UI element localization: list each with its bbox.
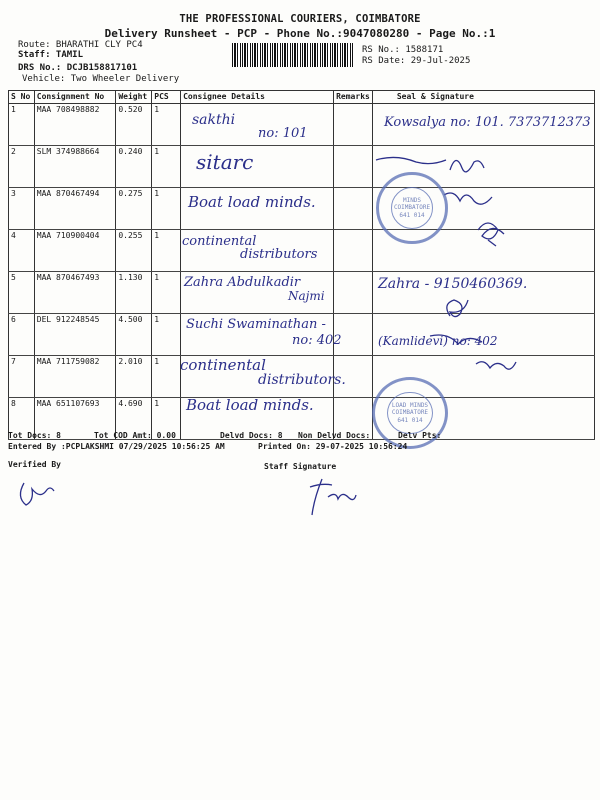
row-pcs: 1 xyxy=(152,314,181,356)
row-weight: 0.255 xyxy=(116,230,152,272)
row-remarks xyxy=(334,272,373,314)
consignee-handwriting: Zahra Abdulkadir xyxy=(184,275,301,290)
consignee-handwriting: distributors xyxy=(240,247,318,262)
staff-label: Staff: TAMIL xyxy=(18,50,84,60)
runsheet-subtitle: Delivery Runsheet - PCP - Phone No.:9047080280 - Page No.:1 xyxy=(104,27,496,40)
rs-date: RS Date: 29-Jul-2025 xyxy=(362,56,471,66)
col-seal-signature: Seal & Signature xyxy=(372,91,594,104)
row-remarks xyxy=(334,146,373,188)
row-sno: 2 xyxy=(9,146,35,188)
col-consignment: Consignment No xyxy=(34,91,116,104)
receiver-signature: Kowsalya no: 101. 7373712373 xyxy=(384,115,591,130)
col-sno: S No xyxy=(9,91,35,104)
row-consignment: MAA 710900404 xyxy=(34,230,116,272)
verified-by-label: Verified By xyxy=(8,460,61,469)
consignee-handwriting: Boat load minds. xyxy=(188,193,316,211)
consignee-handwriting: no: 101 xyxy=(258,126,308,141)
stamp-top-text: LOAD MINDS xyxy=(391,402,429,410)
printed-on: Printed On: 29-07-2025 10:56:24 xyxy=(258,442,408,451)
row-remarks xyxy=(334,230,373,272)
vehicle-label: Vehicle: Two Wheeler Delivery xyxy=(22,74,180,84)
consignee-handwriting: no: 402 xyxy=(292,333,342,348)
row-weight: 1.130 xyxy=(116,272,152,314)
row-consignment: MAA 708498882 xyxy=(34,104,116,146)
company-seal-stamp xyxy=(376,172,448,244)
receiver-signature: (Kamlidevi) no: 402 xyxy=(378,334,498,348)
row-pcs: 1 xyxy=(152,230,181,272)
row-remarks xyxy=(334,104,373,146)
row-pcs: 1 xyxy=(152,398,181,440)
row-sno: 7 xyxy=(9,356,35,398)
consignee-handwriting: continental xyxy=(180,356,266,374)
stamp-city-text: COIMBATORE xyxy=(391,409,429,417)
entered-by: Entered By :PCPLAKSHMI 07/29/2025 10:56:25 AM xyxy=(8,442,225,451)
row-sno: 1 xyxy=(9,104,35,146)
company-title: THE PROFESSIONAL COURIERS, COIMBATORE xyxy=(179,13,421,25)
row-consignment: DEL 912248545 xyxy=(34,314,116,356)
delivery-points: Delv Pts: xyxy=(398,431,442,440)
row-consignment: MAA 870467494 xyxy=(34,188,116,230)
consignee-handwriting: Suchi Swaminathan - xyxy=(186,317,326,332)
staff-signature-label: Staff Signature xyxy=(264,462,337,471)
route-label: Route: BHARATHI CLY PC4 xyxy=(18,40,143,50)
table-header-row xyxy=(9,91,595,104)
rs-number: RS No.: 1588171 xyxy=(362,45,444,55)
row-weight: 2.010 xyxy=(116,356,152,398)
col-weight: Weight xyxy=(116,91,152,104)
col-remarks: Remarks xyxy=(334,91,373,104)
row-pcs: 1 xyxy=(152,356,181,398)
drs-number: DRS No.: DCJB158817101 xyxy=(18,63,138,73)
consignee-handwriting: continental xyxy=(182,234,257,249)
consignee-handwriting: Najmi xyxy=(288,289,325,303)
row-weight: 4.500 xyxy=(116,314,152,356)
row-consignment: MAA 711759082 xyxy=(34,356,116,398)
stamp-pin-text: 641 014 xyxy=(399,211,425,219)
row-consignment: SLM 374988664 xyxy=(34,146,116,188)
barcode-image xyxy=(232,43,354,67)
consignee-handwriting: sakthi xyxy=(192,112,236,128)
staff-signature-scribbles xyxy=(10,475,370,525)
non-delivered-docs: Non Delvd Docs: xyxy=(298,431,371,440)
row-pcs: 1 xyxy=(152,188,181,230)
delivered-docs: Delvd Docs: 8 xyxy=(220,431,283,440)
row-weight: 4.690 xyxy=(116,398,152,440)
col-pcs: PCS xyxy=(152,91,181,104)
stamp-city-text: COIMBATORE xyxy=(393,204,431,212)
row-sno: 3 xyxy=(9,188,35,230)
receiver-signature: Zahra - 9150460369. xyxy=(378,276,528,292)
row-weight: 0.240 xyxy=(116,146,152,188)
row-sno: 6 xyxy=(9,314,35,356)
stamp-top-text: MINDS xyxy=(402,197,422,205)
col-consignee: Consignee Details xyxy=(181,91,334,104)
consignee-handwriting: sitarc xyxy=(196,150,254,174)
row-remarks xyxy=(334,188,373,230)
row-consignment: MAA 651107693 xyxy=(34,398,116,440)
total-cod-amount: Tot COD Amt: 0.00 xyxy=(94,431,176,440)
row-pcs: 1 xyxy=(152,104,181,146)
row-sno: 5 xyxy=(9,272,35,314)
row-weight: 0.520 xyxy=(116,104,152,146)
row-sno: 8 xyxy=(9,398,35,440)
row-weight: 0.275 xyxy=(116,188,152,230)
row-pcs: 1 xyxy=(152,272,181,314)
row-consignment: MAA 870467493 xyxy=(34,272,116,314)
stamp-pin-text: 641 014 xyxy=(397,416,423,424)
total-docs: Tot Docs: 8 xyxy=(8,431,61,440)
consignee-handwriting: distributors. xyxy=(258,372,346,388)
row-pcs: 1 xyxy=(152,146,181,188)
consignee-handwriting: Boat load minds. xyxy=(186,396,314,414)
row-sno: 4 xyxy=(9,230,35,272)
